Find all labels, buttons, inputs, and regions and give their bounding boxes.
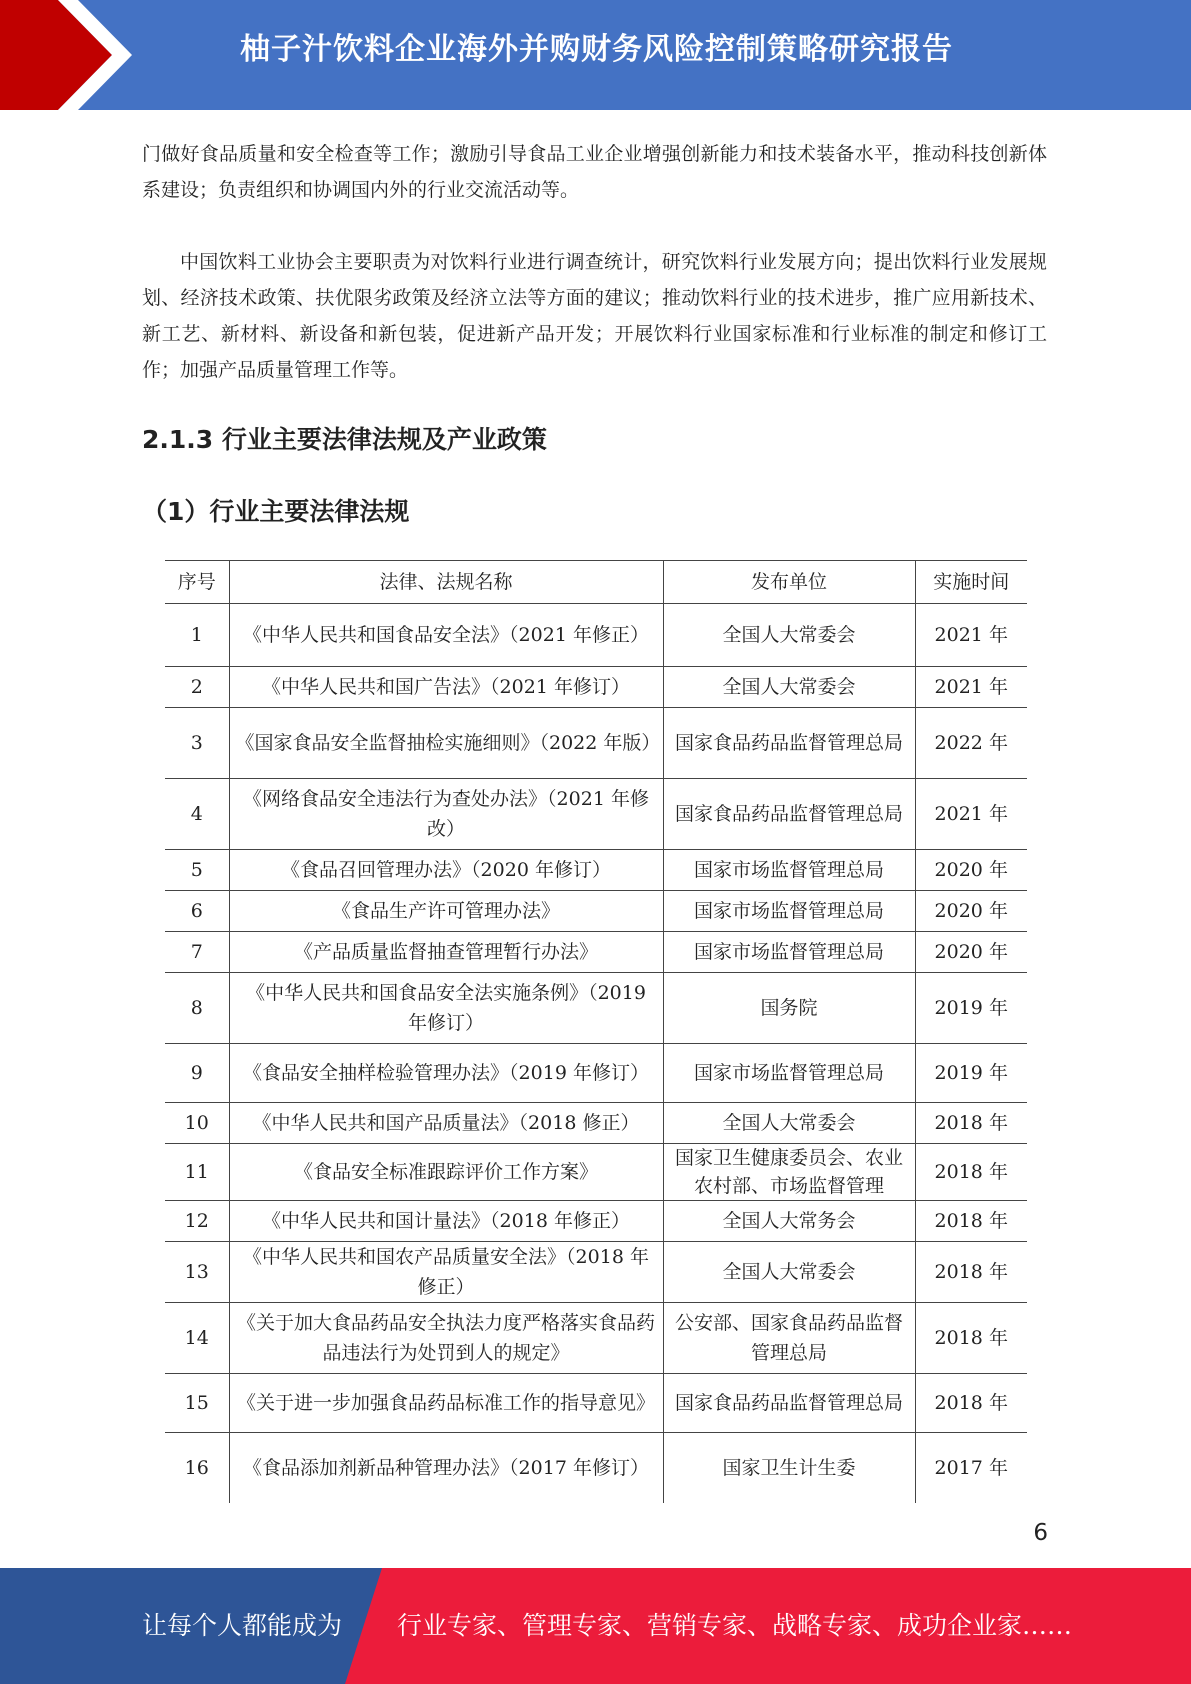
table-row [165, 1374, 1027, 1433]
laws-table [165, 560, 1027, 1503]
cell-time: 2019 年 [915, 973, 1027, 1044]
header-org: 发布单位 [663, 561, 915, 604]
cell-name: 《网络食品安全违法行为查处办法》（2021 年修改） [229, 779, 663, 850]
cell-time: 2018 年 [915, 1201, 1027, 1242]
header-time: 实施时间 [915, 561, 1027, 604]
cell-no: 11 [165, 1144, 229, 1201]
table-row [165, 779, 1027, 850]
cell-name: 《中华人民共和国计量法》（2018 年修正） [229, 1201, 663, 1242]
cell-time: 2019 年 [915, 1044, 1027, 1103]
table-row [165, 973, 1027, 1044]
cell-no: 2 [165, 667, 229, 708]
cell-no: 14 [165, 1303, 229, 1374]
cell-time: 2018 年 [915, 1303, 1027, 1374]
cell-no: 9 [165, 1044, 229, 1103]
cell-name: 《产品质量监督抽查管理暂行办法》 [229, 932, 663, 973]
cell-no: 1 [165, 604, 229, 667]
cell-no: 13 [165, 1242, 229, 1303]
cell-org: 国家市场监督管理总局 [663, 1044, 915, 1103]
header-chevron-decoration [0, 0, 160, 110]
cell-org: 全国人大常委会 [663, 1242, 915, 1303]
cell-no: 7 [165, 932, 229, 973]
cell-no: 5 [165, 850, 229, 891]
cell-name: 《食品安全抽样检验管理办法》（2019 年修订） [229, 1044, 663, 1103]
cell-time: 2018 年 [915, 1103, 1027, 1144]
table-row [165, 1433, 1027, 1504]
cell-org: 全国人大常务会 [663, 1201, 915, 1242]
section-heading: 2.1.3 行业主要法律法规及产业政策 [142, 425, 547, 454]
cell-org: 国家市场监督管理总局 [663, 891, 915, 932]
cell-org: 国家卫生健康委员会、农业农村部、市场监督管理 [663, 1144, 915, 1201]
cell-org: 国家食品药品监督管理总局 [663, 1374, 915, 1433]
cell-time: 2018 年 [915, 1144, 1027, 1201]
cell-time: 2021 年 [915, 667, 1027, 708]
cell-time: 2020 年 [915, 850, 1027, 891]
header-no: 序号 [165, 561, 229, 604]
cell-no: 10 [165, 1103, 229, 1144]
cell-name: 《中华人民共和国食品安全法实施条例》（2019 年修订） [229, 973, 663, 1044]
cell-time: 2021 年 [915, 779, 1027, 850]
cell-name: 《关于进一步加强食品药品标准工作的指导意见》 [229, 1374, 663, 1433]
cell-org: 公安部、国家食品药品监督管理总局 [663, 1303, 915, 1374]
header-name: 法律、法规名称 [229, 561, 663, 604]
cell-time: 2017 年 [915, 1433, 1027, 1504]
cell-name: 《中华人民共和国农产品质量安全法》（2018 年修正） [229, 1242, 663, 1303]
cell-no: 12 [165, 1201, 229, 1242]
table-row [165, 667, 1027, 708]
table-row [165, 1044, 1027, 1103]
paragraph-2: 中国饮料工业协会主要职责为对饮料行业进行调查统计，研究饮料行业发展方向；提出饮料行业发展规划、经济技术政策、扶优限劣政策及经济立法等方面的建议；推动饮料行业的技术进步，推广应用新技术、新工艺、新材料、新设备和新包装，促进新产品开发；开展饮料行业国家标准和行业标准的制定和修订工作；加强产品质量管理工作等。 [142, 251, 1047, 381]
cell-no: 16 [165, 1433, 229, 1504]
cell-no: 8 [165, 973, 229, 1044]
cell-no: 4 [165, 779, 229, 850]
page-number: 6 [1033, 1520, 1048, 1546]
table-row [165, 1144, 1027, 1201]
page-footer [0, 1568, 1191, 1684]
cell-name: 《关于加大食品药品安全执法力度严格落实食品药品违法行为处罚到人的规定》 [229, 1303, 663, 1374]
cell-org: 国家市场监督管理总局 [663, 932, 915, 973]
cell-name: 《中华人民共和国食品安全法》（2021 年修正） [229, 604, 663, 667]
page-header [0, 0, 1191, 110]
table-row [165, 708, 1027, 779]
table-header-row [165, 561, 1027, 604]
cell-org: 全国人大常委会 [663, 604, 915, 667]
cell-name: 《食品添加剂新品种管理办法》（2017 年修订） [229, 1433, 663, 1504]
table-body [165, 604, 1027, 1504]
table-row [165, 932, 1027, 973]
table-row [165, 1201, 1027, 1242]
cell-name: 《食品安全标准跟踪评价工作方案》 [229, 1144, 663, 1201]
table-row [165, 1303, 1027, 1374]
cell-org: 全国人大常委会 [663, 667, 915, 708]
cell-name: 《食品召回管理办法》（2020 年修订） [229, 850, 663, 891]
paragraph-1: 门做好食品质量和安全检查等工作；激励引导食品工业企业增强创新能力和技术装备水平，推动科技创新体系建设；负责组织和协调国内外的行业交流活动等。 [142, 143, 1047, 201]
table-row [165, 1242, 1027, 1303]
cell-org: 国家卫生计生委 [663, 1433, 915, 1504]
cell-org: 国务院 [663, 973, 915, 1044]
table-row [165, 850, 1027, 891]
cell-time: 2020 年 [915, 932, 1027, 973]
cell-time: 2018 年 [915, 1242, 1027, 1303]
cell-org: 国家食品药品监督管理总局 [663, 779, 915, 850]
table-row [165, 1103, 1027, 1144]
cell-no: 6 [165, 891, 229, 932]
cell-org: 全国人大常委会 [663, 1103, 915, 1144]
cell-time: 2020 年 [915, 891, 1027, 932]
cell-time: 2018 年 [915, 1374, 1027, 1433]
table-row [165, 604, 1027, 667]
subsection-heading: （1）行业主要法律法规 [142, 497, 410, 526]
cell-no: 3 [165, 708, 229, 779]
cell-time: 2022 年 [915, 708, 1027, 779]
cell-name: 《中华人民共和国产品质量法》（2018 修正） [229, 1103, 663, 1144]
cell-time: 2021 年 [915, 604, 1027, 667]
cell-name: 《食品生产许可管理办法》 [229, 891, 663, 932]
table-row [165, 891, 1027, 932]
footer-slogan-right: 行业专家、管理专家、营销专家、战略专家、成功企业家…… [397, 1611, 1073, 1640]
footer-slogan-left: 让每个人都能成为 [142, 1611, 343, 1640]
cell-no: 15 [165, 1374, 229, 1433]
cell-org: 国家食品药品监督管理总局 [663, 708, 915, 779]
report-title: 柚子汁饮料企业海外并购财务风险控制策略研究报告 [240, 32, 953, 67]
cell-org: 国家市场监督管理总局 [663, 850, 915, 891]
cell-name: 《中华人民共和国广告法》（2021 年修订） [229, 667, 663, 708]
cell-name: 《国家食品安全监督抽检实施细则》（2022 年版） [229, 708, 663, 779]
